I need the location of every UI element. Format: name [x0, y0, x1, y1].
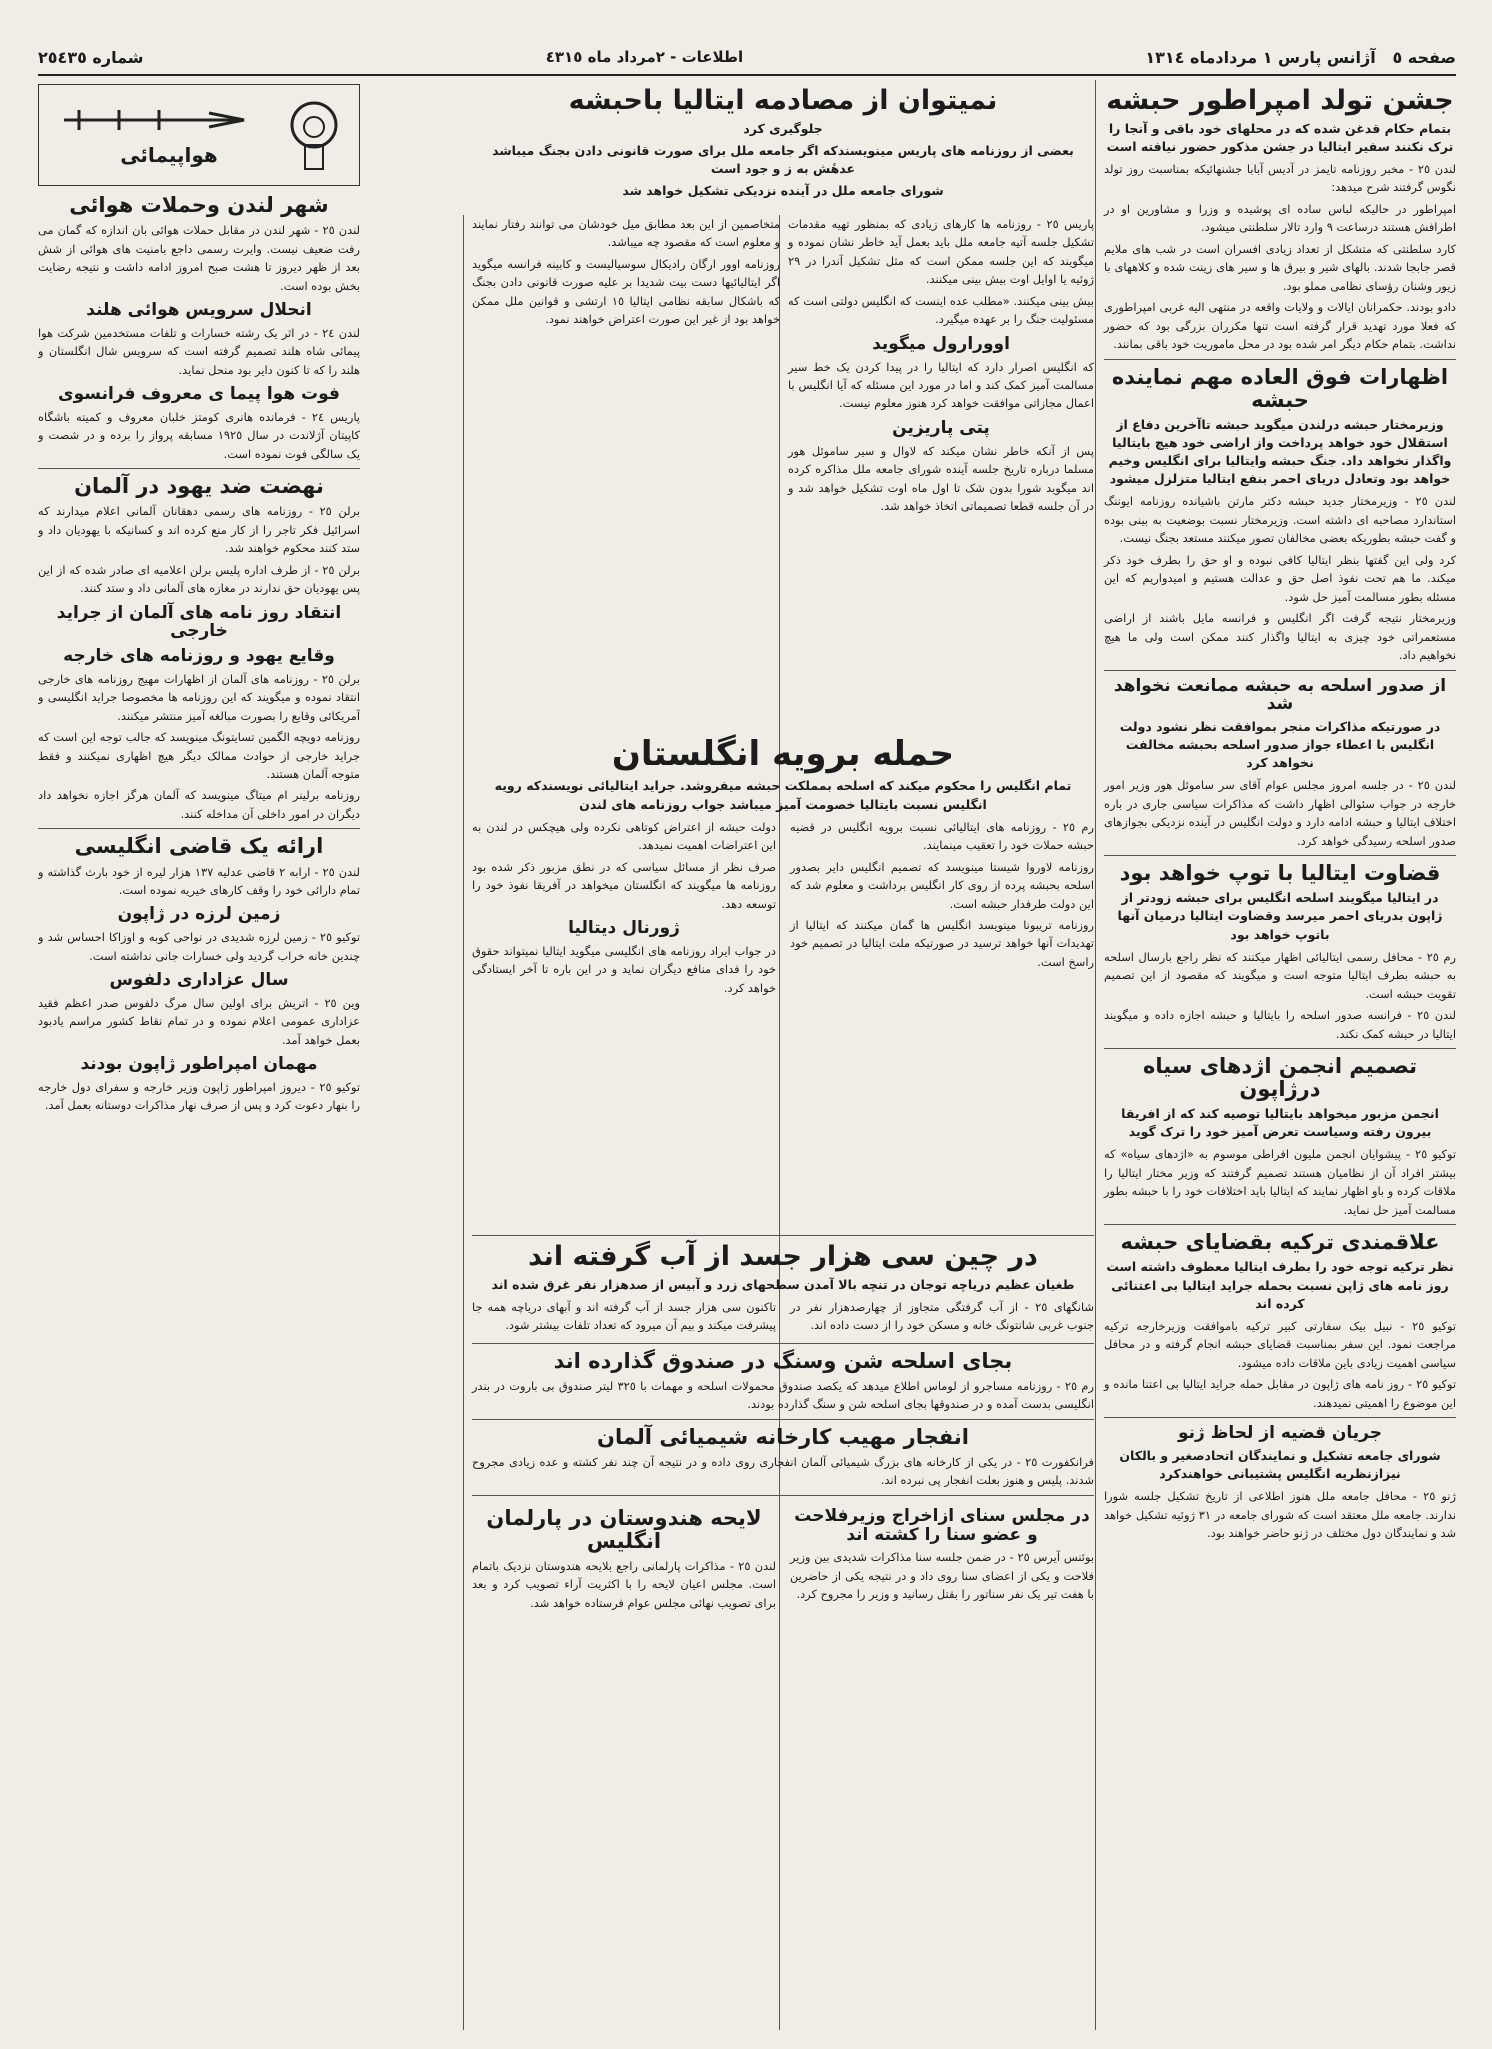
subhead-chin: طغیان عظیم دریاچه توجان در تنچه بالا آمدن سطحهای زرد و آبیس از صدهزار نفر غرق شده اند: [491, 1276, 1075, 1292]
subhead-qezavat: در ایتالیا میگویند اسلحه انگلیس برای حبشه زودتر از ژاپون بدریای احمر میرسد وقضاوت ایتالیا درمیان آنها باتوپ خواهد بود: [1117, 890, 1443, 942]
subhead-hamle: تمام انگلیس را محکوم میکند که اسلحه بمملکت حبشه میفروشد. جراید ایتالیائی نویسندکه رویه انگلیس نسبت بایتالیا خصومت آمیز میباشد جواب روزنامه های لندن: [494, 778, 1072, 812]
article-text: رم ٢٥ - محافل رسمی ایتالیائی اظهار میکنند که نظر راجع بارسال اسلحه به حبشه بطرف ایتالیا متوجه است و میگویند که مقصود از این تصمیم تقویت حبشه است.: [1104, 949, 1456, 1001]
header-issue: شماره ٢٥٤٣٥: [38, 47, 144, 67]
article-text: کارد سلطنتی که متشکل از تعداد زیادی افسران است در شب های ملایم قصر جابجا شدند. بالهای شیر و بیرق ها و سیر های زینت شده و کلاههای با زیور وشنان رؤسای نظامی مملو بود.: [1104, 241, 1456, 293]
divider: [38, 468, 360, 469]
headline-mehman: مهمان امپراطور ژاپون بودند: [80, 1054, 318, 1075]
divider: [1104, 359, 1456, 360]
article-text: برلن ٢٥ - روزنامه های آلمان از اظهارات مهیج روزنامه های خارجی انتقاد نموده و میگویند که این روزنامه ها مخصوصا جراید انگلیسی و آمریکائی وقایع را بصورت مبالغه آمیز منتشر میکنند.: [38, 671, 360, 723]
column-4: [38, 80, 360, 2030]
headline-badal: بجای اسلحه شن وسنگ در صندوق گذارده اند: [553, 1348, 1013, 1373]
headline-peti: پتی پاریزین: [892, 417, 990, 438]
article-text: توکیو ٢٥ - پیشوایان انجمن ملیون افراطی موسوم به «اژدهای سیاه» که بیشتر افراد آن از نظامیان هستند تصمیم گرفتند که وزیر مختار ایتالیا را ملاقات کرده و باو اظهار نمایند که ایتالیا باید اختلافات خود را با حبشه بطور مسالمت آمیز حل نماید.: [1104, 1147, 1456, 1217]
article-text: ژنو ٢٥ - محافل جامعه ملل هنوز اطلاعی از تاریخ تشکیل جلسه شورا ندارند. جامعه ملل معتقد است که شورای جامعه در ٣١ ژوئیه تشکیل خواهد شد و نمایندگان دول مختلف در ژنو حاضر خواهند بود.: [1104, 1489, 1456, 1540]
article-text: کرد ولی این گفتها بنظر ایتالیا کافی نبوده و او حق را بطرف خود ذکر میکند. ما هم تحت نفوذ اصل حق و عدالت هستیم و امیدواریم که این مسئله بطور مسالمت آمیز حل شود.: [1104, 552, 1456, 604]
headline-sena: در مجلس سنای ازاخراج وزیرفلاحت و عضو سنا را کشته اند: [794, 1505, 1090, 1545]
page-header: [38, 40, 1456, 76]
column-1: [1095, 80, 1456, 2030]
headline-zamin: زمین لرزه در ژاپون: [117, 904, 281, 925]
article-text: توکیو ٢٥ - روز نامه های ژاپون در مقابل حمله جراید ایتالیا بی اعتنا مانده و این موضوع را اهمیتی نمیدهند.: [1104, 1377, 1456, 1410]
headline-ara: ارائه یک قاضی انگلیسی: [74, 834, 324, 859]
headline-fowt: فوت هوا پیما ی معروف فرانسوی: [58, 384, 340, 405]
headline-anjoman: تصمیم انجمن اژدهای سیاه درژاپون: [1142, 1053, 1418, 1102]
article-text: لندن ٢٥ - وزیرمختار جدید حبشه دکتر مارتن باشیانده روزنامه ایوننگ استاندارد مصاحبه ای داشته است. وزیرمختار نسبت بوضعیت به بینی بوده و گفت حبشه بطوریکه بعضی مخالفان تصور میکنند مستعد بجنگ نیست.: [1104, 494, 1456, 546]
article-text: لندن ٢٤ - در اثر یک رشته خسارات و تلفات مستخدمین شرکت هوا پیمائی شاه هلند تصمیم گرفته است که سرویس شال انگلستان و هلند را که تا کنون دایر بود منحل نماید.: [38, 325, 360, 377]
article-text: بیش بینی میکنند. «مطلب عده اینست که انگلیس دولتی است که مسئولیت جنگ را بر عهده میگیرد.: [788, 293, 1094, 327]
column-3: [463, 215, 780, 2030]
headline-enteqad: انتقاد روز نامه های آلمان از جراید خارجی: [56, 602, 342, 642]
article-text: وین ٢٥ - اتریش برای اولین سال مرگ دلفوس صدر اعظم فقید عزاداری عمومی اعلام نموده و در تمام نقاط کشور مراسم یادبود بعمل خواهد آمد.: [38, 995, 360, 1047]
article-text: امپراطور در حالیکه لباس ساده ای پوشیده و وزرا و مشاورین او در اطرافش هستند درساعت ٩ وارد تالار سلطنتی میشود.: [1104, 201, 1456, 235]
headline-sal: سال عزاداری دلفوس: [109, 970, 289, 991]
article-text: روزنامه تریبونا مینویسد انگلیس ها گمان میکنند که ایتالیا از تهدیدات آنها خواهد ترسید در صورتیکه ملت ایتالیا در تصمیم خود راسخ است.: [790, 917, 1094, 969]
headline-ouvre: اوورارول میگوید: [872, 333, 1010, 354]
hamle-story: [472, 730, 1094, 1000]
article-text: لندن ٢٥ - در جلسه امروز مجلس عوام آقای سر ساموئل هور وزیر امور خارجه در جواب سئوالی اظهار داشت که مذاکرات سیاسی جاری در باره اختلاف ایتالیا و حبشه ادامه دارد و دولت انگلیس در آینده نزدیکی بجوازهای صدور اسلحه رسیدگی خواهد کرد.: [1104, 778, 1456, 848]
article-text: روزنامه اوور ارگان رادیکال سوسیالیست و کابینه فرانسه میگوید اگر ایتالیائیها دست بیت شدیدا بر علیه صورت قانونی دادن بجنگ که باشکال سابقه نظامی ایتالیا ١٥ ارتشی و قوانین ملل ممکن خواهد بود از غیر این صورت اعتراض خواهند نمود.: [472, 256, 780, 327]
headline-ezharat: اظهارات فوق العاده مهم نماینده حبشه: [1111, 364, 1449, 412]
divider: [1104, 855, 1456, 856]
subhead-jashn: بتمام حکام قدغن شده که در محلهای خود باقی و آنجا را ترک نکنند سفیر ایتالیا در جشن مذکور حضور نیافته است: [1106, 120, 1454, 154]
article-text: که انگلیس اصرار دارد که ایتالیا را در پیدا کردن یک خط سیر مسالمت آمیز کمک کند و اما در مورد این مسئله که آیا انگلیس با اعمال مجازاتی موافقت خواهد کرد هنوز معلوم نیست.: [788, 359, 1094, 411]
lead-line1: جلوگیری کرد: [743, 120, 823, 136]
headline-jashn: جشن تولد امپراطور حبشه: [1106, 85, 1454, 116]
headline-shahr: شهر لندن وحملات هوائی: [69, 193, 329, 217]
chin-story: [472, 1230, 1094, 1615]
subhead-ezharat: وزیرمختار حبشه درلندن میگوید حبشه تاآخرین دفاع از استقلال خود خواهد پرداخت واز اراضی خود هیچ بایتالیا واگذار نخواهد داد. جنگ حبشه وایتالیا برای انگلیس وخیم خواهد بود وتعادل دریای احمر بنفع ایتالیا متزلزل میشود: [1108, 416, 1452, 487]
newspaper-page: [38, 40, 1456, 2030]
divider: [472, 1495, 1094, 1496]
divider: [1104, 1224, 1456, 1225]
lead-line2: بعضی از روزنامه های پاریس مینویسندکه اگر جامعه ملل برای صورت قانونی دادن بجنگ میباشد عدهٔش به ز و جود است: [492, 142, 1074, 176]
article-text: توکیو ٢٥ - زمین لرزه شدیدی در نواحی کوبه و اوزاکا احساس شد و چندین خانه خراب گردید ولی خسارات جانی نداشته است.: [38, 930, 360, 963]
headline-nehzat: نهضت ضد یهود در آلمان: [74, 474, 324, 499]
divider: [472, 1235, 1094, 1236]
article-text: برلن ٢٥ - از طرف اداره پلیس برلن اعلامیه ای صادر شده که از این پس یهودیان حق ندارند در مغازه های آلمانی داد و ستد کنند.: [38, 562, 360, 596]
headline-torkiye: علاقمندی ترکیه بقضایای حبشه: [1120, 1230, 1440, 1255]
article-text: شانگهای ٢٥ - از آب گرفتگی متجاوز از چهارصدهزار نفر در جنوب غربی شانتونگ خانه و مسکن خود را از دست داده اند.: [790, 1299, 1094, 1333]
article-text: بوئنس آیرس ٢٥ - در ضمن جلسه سنا مذاکرات شدیدی بین وزیر فلاحت و یکی از اعضای سنا روی داد و در نتیجه یکی از حاضرین با هفت تیر یک نفر سناتور را بقتل رسانید و وزیر را مجروح کرد.: [790, 1550, 1094, 1602]
arrow-flourish-icon: [59, 105, 249, 135]
article-text: پاریس ٢٥ - روزنامه ها کارهای زیادی که بمنظور تهیه مقدمات تشکیل جلسه آتیه جامعه ملل باید بعمل آید خاطر نشان نموده و میگویند که این جلسه ممکن است که مثل تشکیل آندرا در ٢٩ ژوئیه یا اوایل اوت بیش بینی میکنند.: [788, 217, 1094, 287]
article-text: متخاصمین از این بعد مطابق میل خودشان می توانند رفتار نمایند و معلوم است که مقصود چه میباشد.: [472, 217, 780, 250]
article-text: روزنامه لاوروا شیستا مینویسد که تصمیم انگلیس دایر بصدور اسلحه بحبشه پرده از روی کار انگلیس برداشت و معلوم شد که این دولت طرفدار حبشه است.: [790, 859, 1094, 911]
article-text: پس از آنکه خاطر نشان میکند که لاوال و سیر ساموئل هور مسلما درباره تاریخ جلسه آینده شورای جامعه ملل مذاکره کرده اند میگوید شورا بدون شک تا اول ماه اوت تشکیل خواهد شد و در آن جلسه قطعا تصمیماتی اتخاذ خواهد شد.: [788, 443, 1094, 513]
subhead-zhoneve: شورای جامعه تشکیل و نمایندگان اتحادصغیر و بالکان نیزازنظریه انگلیس پشتیبانی خواهندکرد: [1119, 1447, 1441, 1481]
divider: [38, 828, 360, 829]
logo-title: هواپیمائی: [120, 143, 218, 167]
article-text: برلن ٢٥ - روزنامه های رسمی دهقانان آلمانی اعلام میدارند که اسرائیل فکر تاجر را از کار منع کرده اند و کسانیکه با یهودیان داد و ستد کنند محکوم خواهند شد.: [38, 504, 360, 556]
article-text: لندن ٢٥ - فرانسه صدور اسلحه را بایتالیا و حبشه اجازه داده و میگویند ایتالیا در حبشه کمک نکند.: [1104, 1008, 1456, 1041]
lead-line3: شورای جامعه ملل در آینده نزدیکی تشکیل خواهد شد: [622, 183, 944, 199]
article-text: فرانکفورت ٢٥ - در یکی از کارخانه های بزرگ شیمیائی آلمان انفجاری روی داده و در نتیجه آن چند نفر کشته و عده زیادی مجروح شدند. پلیس و هنوز بعلت انفجار پی نبرده اند.: [472, 1454, 1094, 1488]
article-text: لندن ٢٥ - مذاکرات پارلمانی راجع بلایحه هندوستان نزدیک باتمام است. مجلس اعیان لایحه را با اکثریت آراء تصویب کرد و بعد برای تصویب نهائی مجلس عوام فرستاده خواهد شد.: [472, 1559, 777, 1610]
divider: [1104, 1417, 1456, 1418]
divider: [472, 1419, 1094, 1420]
headline-chin: در چین سی هزار جسد از آب گرفته اند: [528, 1241, 1038, 1272]
article-text: دولت حبشه از اعتراض کوتاهی نکرده ولی هیچکس در لندن به این اعتراضات اهمیت نمیدهد.: [472, 819, 776, 853]
article-text: لندن ٢٥ - مخبر روزنامه تایمز در آدیس آبابا جشنهائیکه بمناسبت روز تولد نگوس گرفتند شرح میدهد:: [1104, 161, 1456, 195]
subhead-anjoman: انجمن مزبور میخواهد بایتالیا توصیه کند که از افریقا بیرون رفته وسیاست تعرض آمیز خود را ترک گوید: [1121, 1106, 1439, 1140]
article-text: دادو بودند. حکمرانان ایالات و ولایات واقعه در منتهی الیه غربی امپراطوری که فعلا مورد تهدید قرار گرفته است تنها مکرران بزرگی بود که حضور نداشت. بتمام حکام دیگر امر شده بود در محل ماموریت خود باقی بمانند.: [1104, 300, 1456, 352]
aviation-logo-box: [38, 84, 360, 186]
headline-zhornal: ژورنال دیتالیا: [568, 917, 680, 938]
divider: [1104, 670, 1456, 671]
article-text: در جواب ایراد روزنامه های انگلیسی میگوید ایتالیا نمیتواند حقوق خود را فدای منافع دیگران نماید و در این باره تا آخر ایستادگی خواهد کرد.: [472, 943, 776, 995]
article-text: لندن ٢٥ - شهر لندن در مقابل حملات هوائی بان اندازه که گمان می رفت ضعیف نیست. وایرت رسمی داجع بامنیت های هوائی از شش بعد از ظهر دیروز تا هشت صبح امروز ادامه داشت و نتیجه رضایت بخش بوده است.: [38, 223, 360, 293]
article-text: رم ٢٥ - روزنامه مساجرو از لوماس اطلاع میدهد که یکصد صندوق محمولات اسلحه و مهمات با ٣٢٥ لیتر صندوق بی باروت در بندر انگلیسی بدست آمده و در صندوقها بجای اسلحه شن و سنگ گذارده بودند.: [472, 1378, 1094, 1412]
subhead-sodur: در صورتیکه مذاکرات منجر بموافقت نظر نشود دولت انگلیس با اعطاء جواز صدور اسلحه بحبشه مخالفت نخواهد کرد: [1119, 718, 1441, 771]
headline-zhoneve: جریان قضیه از لحاظ ژنو: [1177, 1423, 1383, 1444]
headline-qezavat: قضاوت ایتالیا با توپ خواهد بود: [1119, 861, 1441, 886]
article-text: صرف نظر از مسائل سیاسی که در نطق مزبور ذکر شده بود روزنامه ها میگویند که انگلستان میخواهد در آفریقا نفوذ خود را توسعه دهد.: [472, 859, 776, 911]
headline-enfejar: انفجار مهیب کارخانه شیمیائی آلمان: [597, 1424, 969, 1449]
headline-vaqaye: وقایع یهود و روزنامه های خارجه: [63, 645, 335, 666]
lead-story: [472, 80, 1094, 204]
headline-enhelal: انحلال سرویس هوائی هلند: [86, 299, 312, 320]
header-agency: صفحه ٥ آژانس پارس ١ مردادماه ١٣١٤: [1145, 47, 1456, 67]
article-text: پاریس ٢٤ - فرمانده هانری کومتز خلبان معروف و کمیته باشگاه کاپیتان آژلاندت در سال ١٩٢٥ مسابقه پرواز را برده و در شصت و یک سالگی فوت نموده است.: [38, 409, 360, 461]
headline-sodur: از صدور اسلحه به حبشه ممانعت نخواهد شد: [1113, 675, 1447, 715]
header-paper: اطلاعات - ٢مرداد ماه ٤٣١٥: [545, 48, 744, 66]
article-text: وزیرمختار نتیجه گرفت اگر انگلیس و فرانسه مایل باشند از اراضی مستعمراتی خود چیزی به ایتالیا واگذار کنند ممکن است ولی ما هیچ نخواهیم داد.: [1104, 611, 1456, 663]
article-text: لندن ٢٥ - ارابه ٢ قاضی عدلیه ١٣٧ هزار لیره از خود بارث گذاشته و تمام دارائی خود را وقف کارهای خیریه نموده است.: [38, 864, 360, 897]
article-text: روزنامه دویچه الگمین تسایتونگ مینویسد که جالب توجه این است که جراید خارجی از حوادث ممالک دیگر هیچ اظهاری نمیکنند و فقط متوجه آلمان هستند.: [38, 730, 360, 781]
headline-layehe: لایحه هندوستان در پارلمان انگلیس: [486, 1505, 762, 1553]
article-text: توکیو ٢٥ - نبیل بیک سفارتی کبیر ترکیه باموافقت وزیرخارجه ترکیه مراجعت نمود. این سفر بمناسبت قضایای حبشه انجام گرفته و در محافل سیاسی اهمیت زیادی باین ملاقات داده میشود.: [1104, 1318, 1456, 1370]
article-text: روزنامه برلینر ام میتاگ مینویسد که آلمان هرگز اجازه نخواهد داد دیگران در امور داخلی آن مداخله کنند.: [38, 788, 360, 821]
headline-hamle: حمله برویه انگلستان: [611, 734, 955, 774]
divider: [1104, 1048, 1456, 1049]
column-2: [779, 215, 1094, 2030]
subhead-torkiye: نظر ترکیه توجه خود را بطرف ایتالیا معطوف داشته است روز نامه های ژاپن نسبت بحمله جراید ایتالیا بی اعتنائی کرده اند: [1106, 1259, 1454, 1311]
article-text: رم ٢٥ - روزنامه های ایتالیائی نسبت برویه انگلیس در قضیه حبشه حملات خود را تعقیب مینمایند.: [790, 819, 1094, 853]
divider: [472, 1343, 1094, 1344]
headline-lead: نمیتوان از مصادمه ایتالیا باحبشه: [568, 85, 998, 116]
article-text: تاکنون سی هزار جسد از آب گرفته اند و آبهای دریاچه همه جا پیشرفت میکند و بیم آن میرود که تعداد تلفات بیشتر شود.: [472, 1299, 776, 1333]
article-text: توکیو ٢٥ - دیروز امپراطور ژاپون وزیر خارجه و سفرای دول خارجه را بنهار دعوت کرد و پس از صرف نهار مذاکرات دوستانه بعمل آمد.: [38, 1079, 360, 1113]
